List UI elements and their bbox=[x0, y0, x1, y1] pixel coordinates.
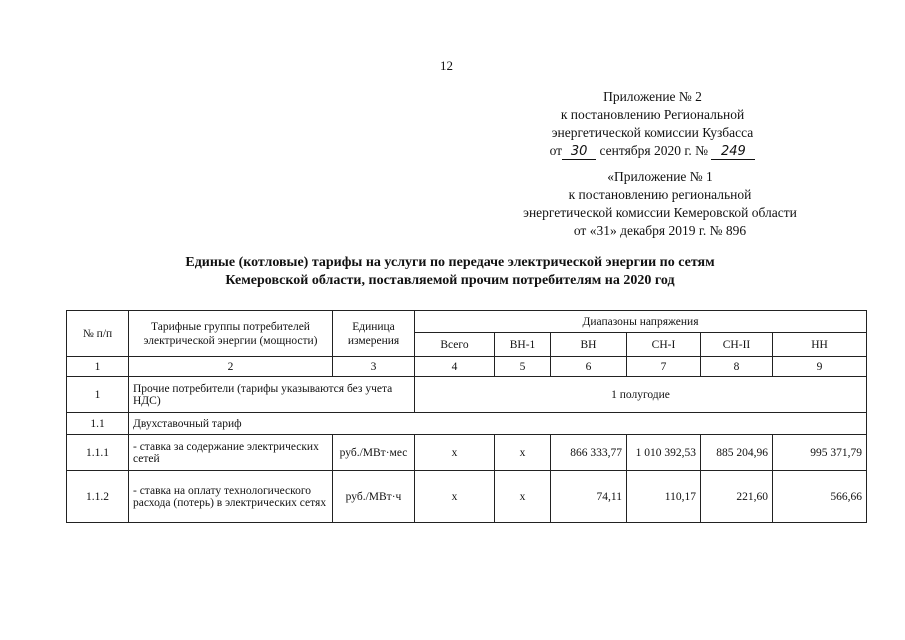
value-sn1: 110,17 bbox=[627, 471, 701, 523]
row-num: 1.1.2 bbox=[67, 471, 129, 523]
header-vn: ВН bbox=[551, 333, 627, 357]
row-name: - ставка за содержание электрических сетей bbox=[129, 435, 333, 471]
value-vn1: х bbox=[495, 435, 551, 471]
index-cell: 5 bbox=[495, 357, 551, 377]
handwritten-number: 249 bbox=[711, 145, 755, 160]
appendix-header-old bbox=[490, 168, 830, 240]
value-nn: 995 371,79 bbox=[773, 435, 867, 471]
title-line2: Кемеровской области, поставляемой прочим потребителям на 2020 год bbox=[225, 273, 675, 288]
header-sn1: СН-I bbox=[627, 333, 701, 357]
header-unit: Единица измерения bbox=[333, 311, 415, 357]
appendix-new-line3: энергетической комиссии Кузбасса bbox=[551, 125, 754, 140]
row-name: Прочие потребители (тарифы указываются без учета НДС) bbox=[129, 377, 415, 413]
index-cell: 1 bbox=[67, 357, 129, 377]
appendix-new-line1: Приложение № 2 bbox=[603, 89, 702, 104]
table-row bbox=[67, 377, 867, 413]
row-name: Двухставочный тариф bbox=[129, 413, 867, 435]
value-sn1: 1 010 392,53 bbox=[627, 435, 701, 471]
value-vn1: х bbox=[495, 471, 551, 523]
header-ranges: Диапазоны напряжения bbox=[415, 311, 867, 333]
row-unit: руб./МВт·ч bbox=[333, 471, 415, 523]
date-prefix: от bbox=[549, 143, 563, 158]
row-num: 1.1 bbox=[67, 413, 129, 435]
tariff-table bbox=[66, 310, 867, 523]
appendix-header-new bbox=[520, 88, 785, 160]
header-vn1: ВН-1 bbox=[495, 333, 551, 357]
appendix-old-line2: к постановлению региональной bbox=[568, 187, 752, 202]
index-cell: 4 bbox=[415, 357, 495, 377]
index-cell: 8 bbox=[701, 357, 773, 377]
index-row bbox=[67, 357, 867, 377]
page-number: 12 bbox=[440, 58, 453, 73]
title-line1: Единые (котловые) тарифы на услуги по передаче электрической энергии по сетям bbox=[185, 255, 715, 270]
value-nn: 566,66 bbox=[773, 471, 867, 523]
table-row bbox=[67, 435, 867, 471]
header-total: Всего bbox=[415, 333, 495, 357]
date-month-year: сентября 2020 г. № bbox=[599, 143, 708, 158]
row-num: 1.1.1 bbox=[67, 435, 129, 471]
index-cell: 7 bbox=[627, 357, 701, 377]
value-sn2: 885 204,96 bbox=[701, 435, 773, 471]
index-cell: 6 bbox=[551, 357, 627, 377]
header-groups: Тарифные группы потребителей электрической энергии (мощности) bbox=[129, 311, 333, 357]
document-title bbox=[120, 254, 780, 290]
period-label: 1 полугодие bbox=[415, 377, 867, 413]
value-sn2: 221,60 bbox=[701, 471, 773, 523]
appendix-old-line1: «Приложение № 1 bbox=[607, 169, 713, 184]
index-cell: 3 bbox=[333, 357, 415, 377]
index-cell: 9 bbox=[773, 357, 867, 377]
value-total: х bbox=[415, 471, 495, 523]
handwritten-day: 30 bbox=[562, 145, 596, 160]
table-row bbox=[67, 413, 867, 435]
value-vn: 866 333,77 bbox=[551, 435, 627, 471]
appendix-new-line2: к постановлению Региональной bbox=[560, 107, 745, 122]
appendix-old-line3: энергетической комиссии Кемеровской области bbox=[523, 205, 797, 220]
appendix-old-line4: от «31» декабря 2019 г. № 896 bbox=[573, 223, 747, 238]
appendix-new-date-line bbox=[520, 142, 785, 160]
header-row-top bbox=[67, 311, 867, 333]
header-num: № п/п bbox=[67, 311, 129, 357]
index-cell: 2 bbox=[129, 357, 333, 377]
value-total: х bbox=[415, 435, 495, 471]
row-unit: руб./МВт·мес bbox=[333, 435, 415, 471]
value-vn: 74,11 bbox=[551, 471, 627, 523]
header-sn2: СН-II bbox=[701, 333, 773, 357]
table-row bbox=[67, 471, 867, 523]
row-num: 1 bbox=[67, 377, 129, 413]
header-nn: НН bbox=[773, 333, 867, 357]
row-name: - ставка на оплату технологического расхода (потерь) в электрических сетях bbox=[129, 471, 333, 523]
